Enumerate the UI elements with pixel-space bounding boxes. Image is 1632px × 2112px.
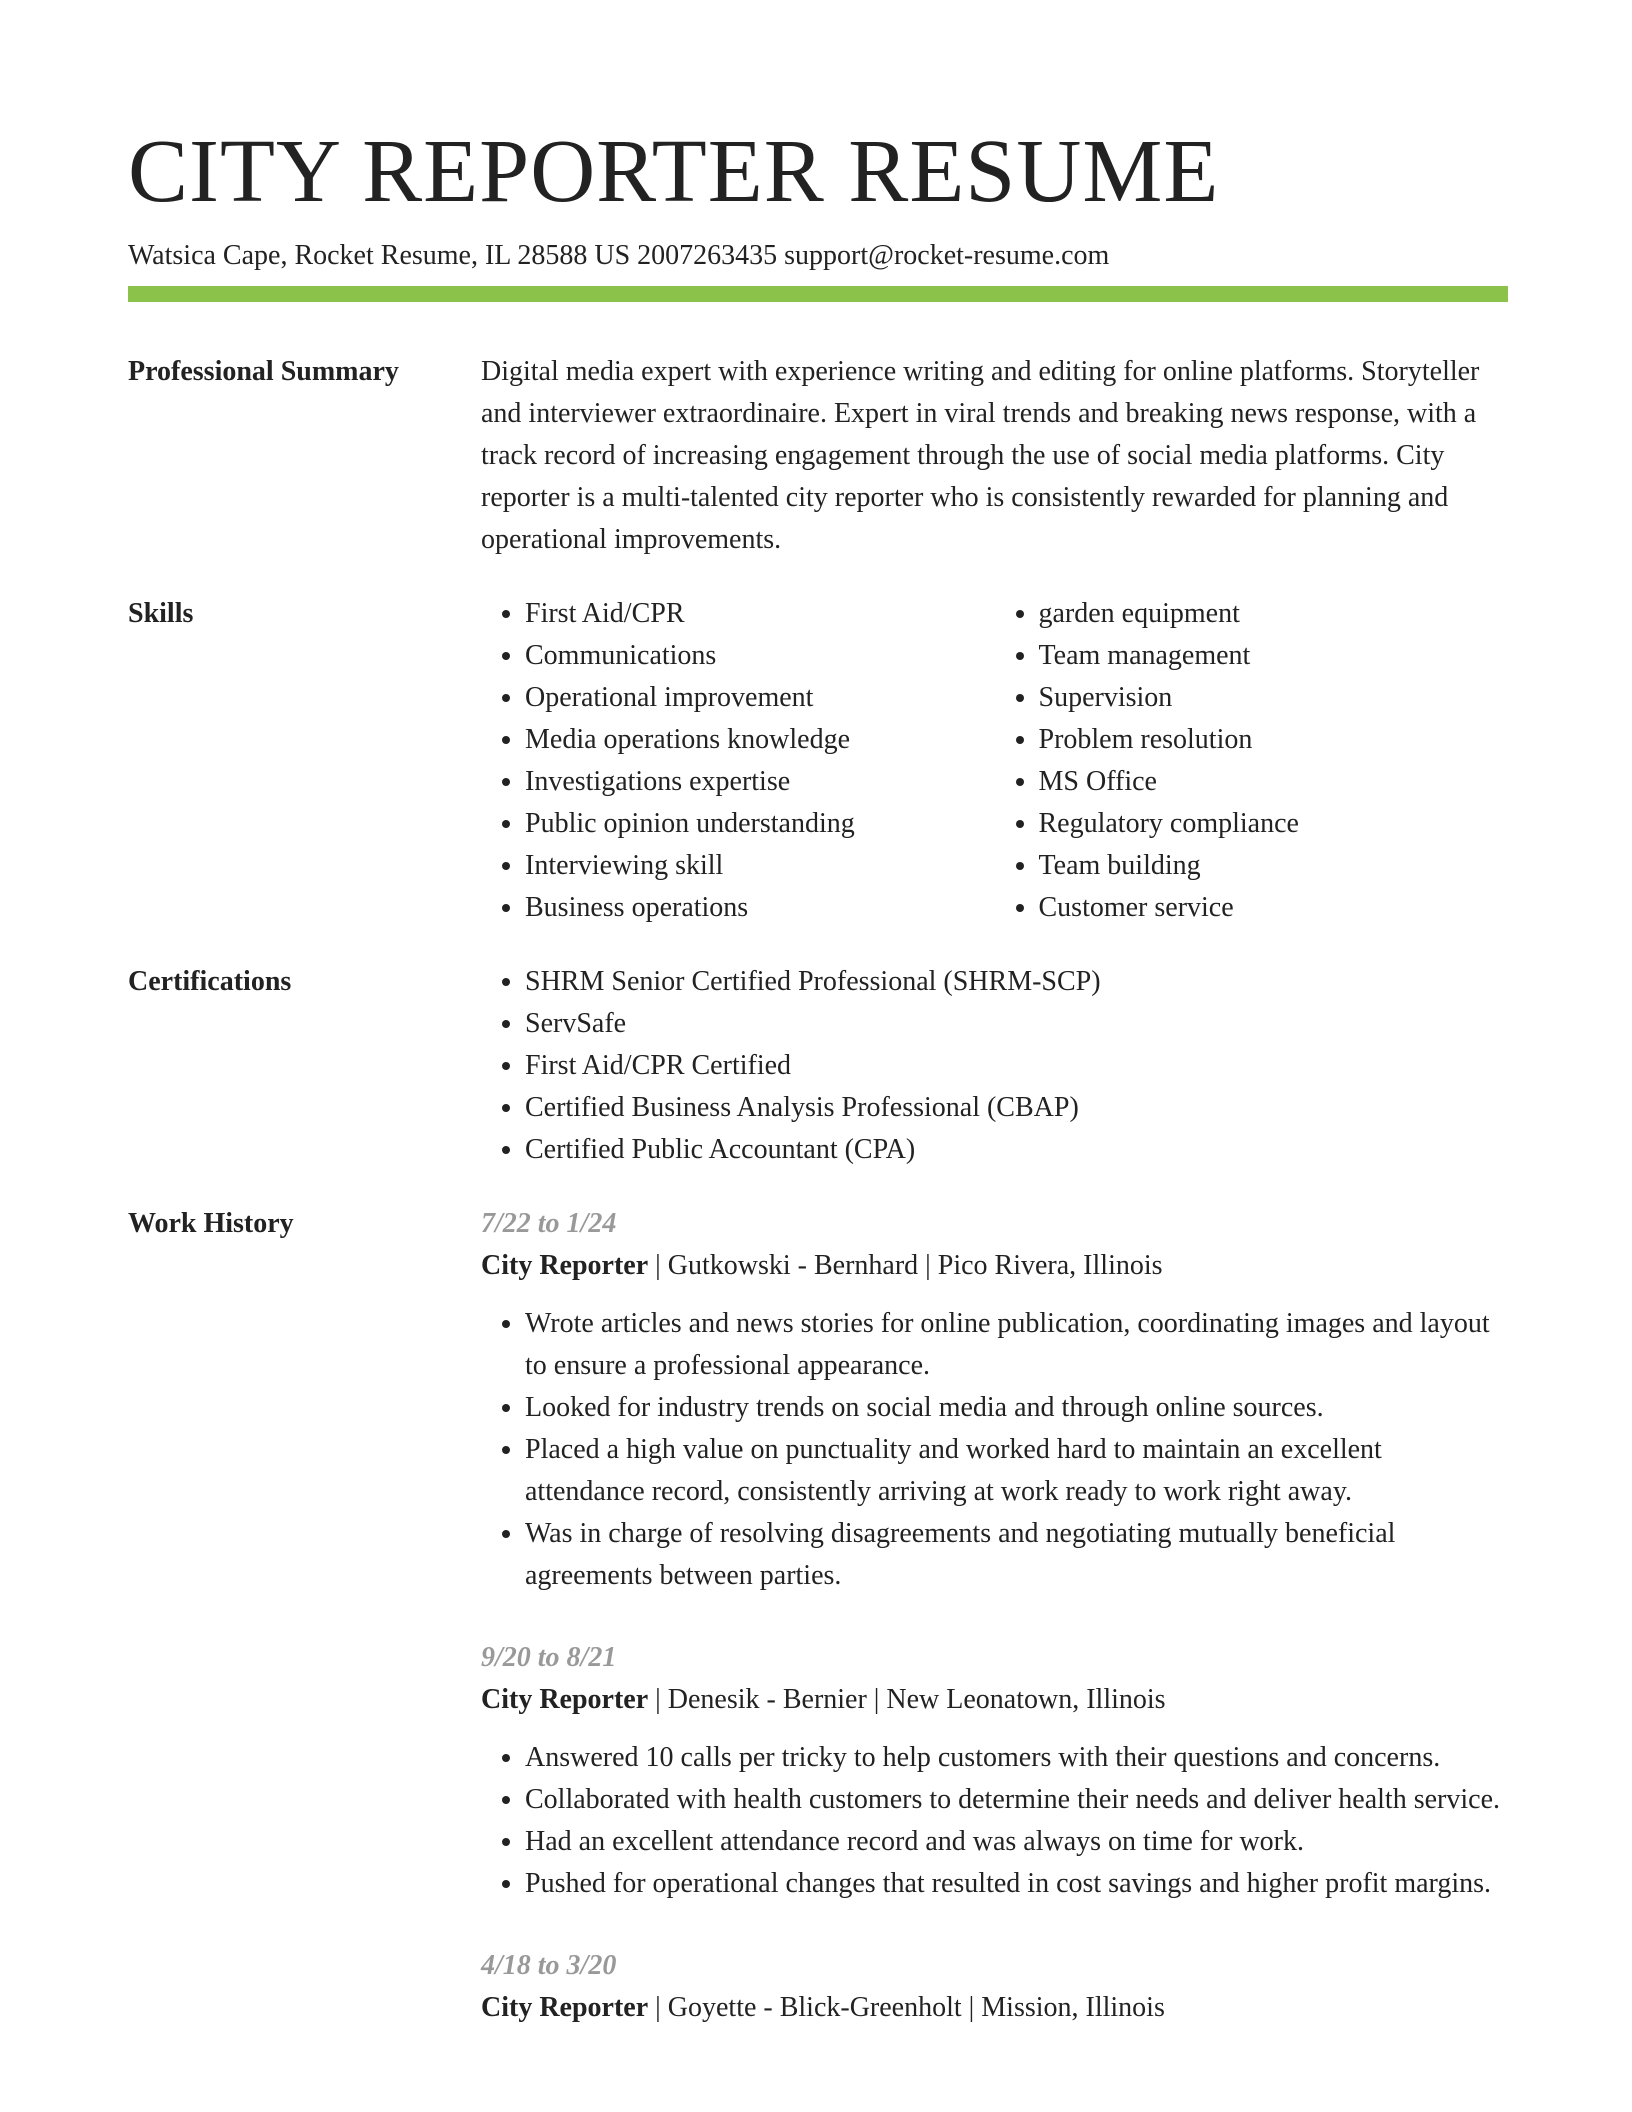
job-dates: 7/22 to 1/24	[481, 1208, 617, 1239]
job-title: City Reporter	[481, 1250, 649, 1281]
job-bullet: • Collaborated with health customers to determine their needs and deliver health service.	[525, 1779, 1508, 1821]
certifications-section	[128, 961, 1508, 1171]
job-dates: 4/18 to 3/20	[481, 1950, 617, 1981]
skill-item: • Public opinion understanding	[525, 803, 995, 845]
skill-item: • Operational improvement	[525, 677, 995, 719]
job-heading	[481, 1245, 1508, 1287]
certification-item: • ServSafe	[525, 1003, 1508, 1045]
skill-item: • Problem resolution	[1039, 719, 1509, 761]
job-entry	[481, 1945, 1508, 2029]
skill-item: • Communications	[525, 635, 995, 677]
skill-item: • Regulatory compliance	[1039, 803, 1509, 845]
job-entry	[481, 1637, 1508, 1905]
skill-item: • First Aid/CPR	[525, 593, 995, 635]
job-bullet: • Answered 10 calls per tricky to help customers with their questions and concerns.	[525, 1737, 1508, 1779]
job-details: | Gutkowski - Bernhard | Pico Rivera, Illinois	[648, 1250, 1163, 1281]
job-title: City Reporter	[481, 1684, 649, 1715]
job-bullet: • Looked for industry trends on social media and through online sources.	[525, 1387, 1508, 1429]
certification-item: • SHRM Senior Certified Professional (SHRM-SCP)	[525, 961, 1508, 1003]
job-bullet: • Placed a high value on punctuality and worked hard to maintain an excellent attendance record, consistently arriving at work ready to work right away.	[525, 1429, 1508, 1513]
skills-section	[128, 593, 1508, 929]
job-bullets	[481, 1303, 1508, 1597]
job-details: | Denesik - Bernier | New Leonatown, Illinois	[648, 1684, 1166, 1715]
accent-divider	[128, 286, 1508, 302]
skill-item: • Team building	[1039, 845, 1509, 887]
professional-summary-section	[128, 351, 1508, 561]
skill-item: • Customer service	[1039, 887, 1509, 929]
job-bullet: • Had an excellent attendance record and was always on time for work.	[525, 1821, 1508, 1863]
skill-item: • garden equipment	[1039, 593, 1509, 635]
job-heading	[481, 1679, 1508, 1721]
summary-text: Digital media expert with experience writing and editing for online platforms. Storyteller and interviewer extraordinaire. Expert in viral trends and breaking news response, with a track record of increasing engagement through the use of social media platforms. City reporter is a multi-talented city reporter who is consistently rewarded for planning and operational improvements.	[481, 356, 1480, 555]
certification-item: • First Aid/CPR Certified	[525, 1045, 1508, 1087]
resume-header	[128, 118, 1508, 274]
resume-sections	[128, 351, 1508, 2029]
skill-item: • Team management	[1039, 635, 1509, 677]
job-bullet: • Wrote articles and news stories for online publication, coordinating images and layout to ensure a professional appearance.	[525, 1303, 1508, 1387]
skills-list-right	[995, 593, 1509, 929]
section-label: Professional Summary	[128, 356, 399, 387]
job-bullet: • Was in charge of resolving disagreements and negotiating mutually beneficial agreements between parties.	[525, 1513, 1508, 1597]
work-history-section	[128, 1203, 1508, 2029]
certifications-list	[481, 961, 1508, 1171]
job-title: City Reporter	[481, 1992, 649, 2023]
contact-line: Watsica Cape, Rocket Resume, IL 28588 US 2007263435 support@rocket-resume.com	[128, 240, 1110, 271]
job-entry	[481, 1203, 1508, 1597]
job-bullet: • Pushed for operational changes that resulted in cost savings and higher profit margins.	[525, 1863, 1508, 1905]
section-label: Certifications	[128, 966, 292, 997]
certification-item: • Certified Public Accountant (CPA)	[525, 1129, 1508, 1171]
skill-item: • Interviewing skill	[525, 845, 995, 887]
job-heading	[481, 1987, 1508, 2029]
job-dates: 9/20 to 8/21	[481, 1642, 617, 1673]
section-label: Work History	[128, 1208, 294, 1239]
skill-item: • Business operations	[525, 887, 995, 929]
job-details: | Goyette - Blick-Greenholt | Mission, Illinois	[648, 1992, 1165, 2023]
resume-title: CITY REPORTER RESUME	[128, 122, 1220, 221]
skill-item: • Supervision	[1039, 677, 1509, 719]
skill-item: • MS Office	[1039, 761, 1509, 803]
skills-list-left	[481, 593, 995, 929]
skill-item: • Media operations knowledge	[525, 719, 995, 761]
skill-item: • Investigations expertise	[525, 761, 995, 803]
certification-item: • Certified Business Analysis Professional (CBAP)	[525, 1087, 1508, 1129]
section-label: Skills	[128, 598, 194, 629]
job-bullets	[481, 1737, 1508, 1905]
